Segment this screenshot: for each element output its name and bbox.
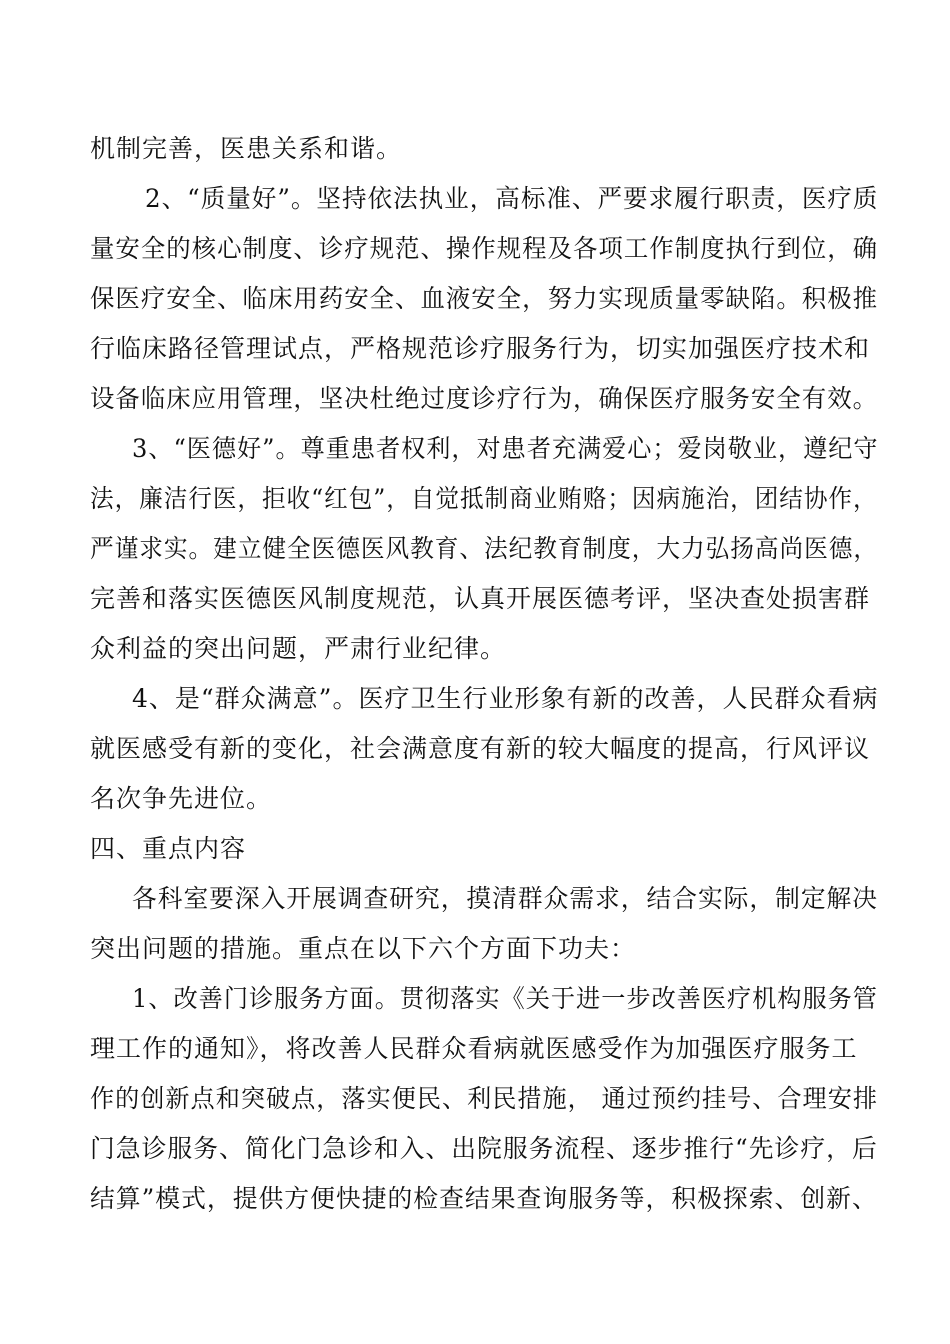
text-line: 4、是“群众满意”。医疗卫生行业形象有新的改善，人民群众看病: [132, 684, 879, 713]
text-line: 行临床路径管理试点，严格规范诊疗服务行为，切实加强医疗技术和: [90, 334, 871, 363]
text-line: 设备临床应用管理，坚决杜绝过度诊疗行为，确保医疗服务安全有效。: [90, 384, 879, 413]
text-line: 各科室要深入开展调查研究，摸清群众需求，结合实际，制定解决: [132, 884, 879, 913]
text-line: 作的创新点和突破点，落实便民、利民措施， 通过预约挂号、合理安排: [90, 1084, 878, 1113]
text-line: 名次争先进位。: [90, 784, 273, 813]
text-line: 完善和落实医德医风制度规范，认真开展医德考评，坚决查处损害群: [90, 584, 871, 613]
text-line: 众利益的突出问题，严肃行业纪律。: [90, 634, 507, 663]
text-line: 结算”模式，提供方便快捷的检查结果查询服务等，积极探索、创新、: [90, 1184, 878, 1213]
text-line: 突出问题的措施。重点在以下六个方面下功夫：: [90, 934, 637, 963]
text-line: 1、改善门诊服务方面。贯彻落实《关于进一步改善医疗机构服务管: [132, 984, 878, 1013]
text-line: 量安全的核心制度、诊疗规范、操作规程及各项工作制度执行到位，确: [90, 234, 879, 263]
text-line: 门急诊服务、简化门急诊和入、出院服务流程、逐步推行“先诊疗，后: [90, 1134, 878, 1163]
text-line: 保医疗安全、临床用药安全、血液安全，努力实现质量零缺陷。积极推: [90, 284, 879, 313]
section-heading: 四、重点内容: [90, 834, 247, 863]
text-line: 就医感受有新的变化，社会满意度有新的较大幅度的提高，行风评议: [90, 734, 871, 763]
text-line: 理工作的通知》，将改善人民群众看病就医感受作为加强医疗服务工: [90, 1034, 858, 1063]
text-line: 法，廉洁行医，拒收“红包”，自觉抵制商业贿赂；因病施治，团结协作，: [90, 484, 878, 513]
text-line: 严谨求实。建立健全医德医风教育、法纪教育制度，大力弘扬高尚医德，: [90, 534, 879, 563]
text-line: 机制完善，医患关系和谐。: [90, 134, 403, 163]
text-line: 3、“医德好”。尊重患者权利，对患者充满爱心；爱岗敬业，遵纪守: [132, 434, 879, 463]
text-line: 2、“质量好”。坚持依法执业，高标准、严要求履行职责，医疗质: [145, 184, 879, 213]
